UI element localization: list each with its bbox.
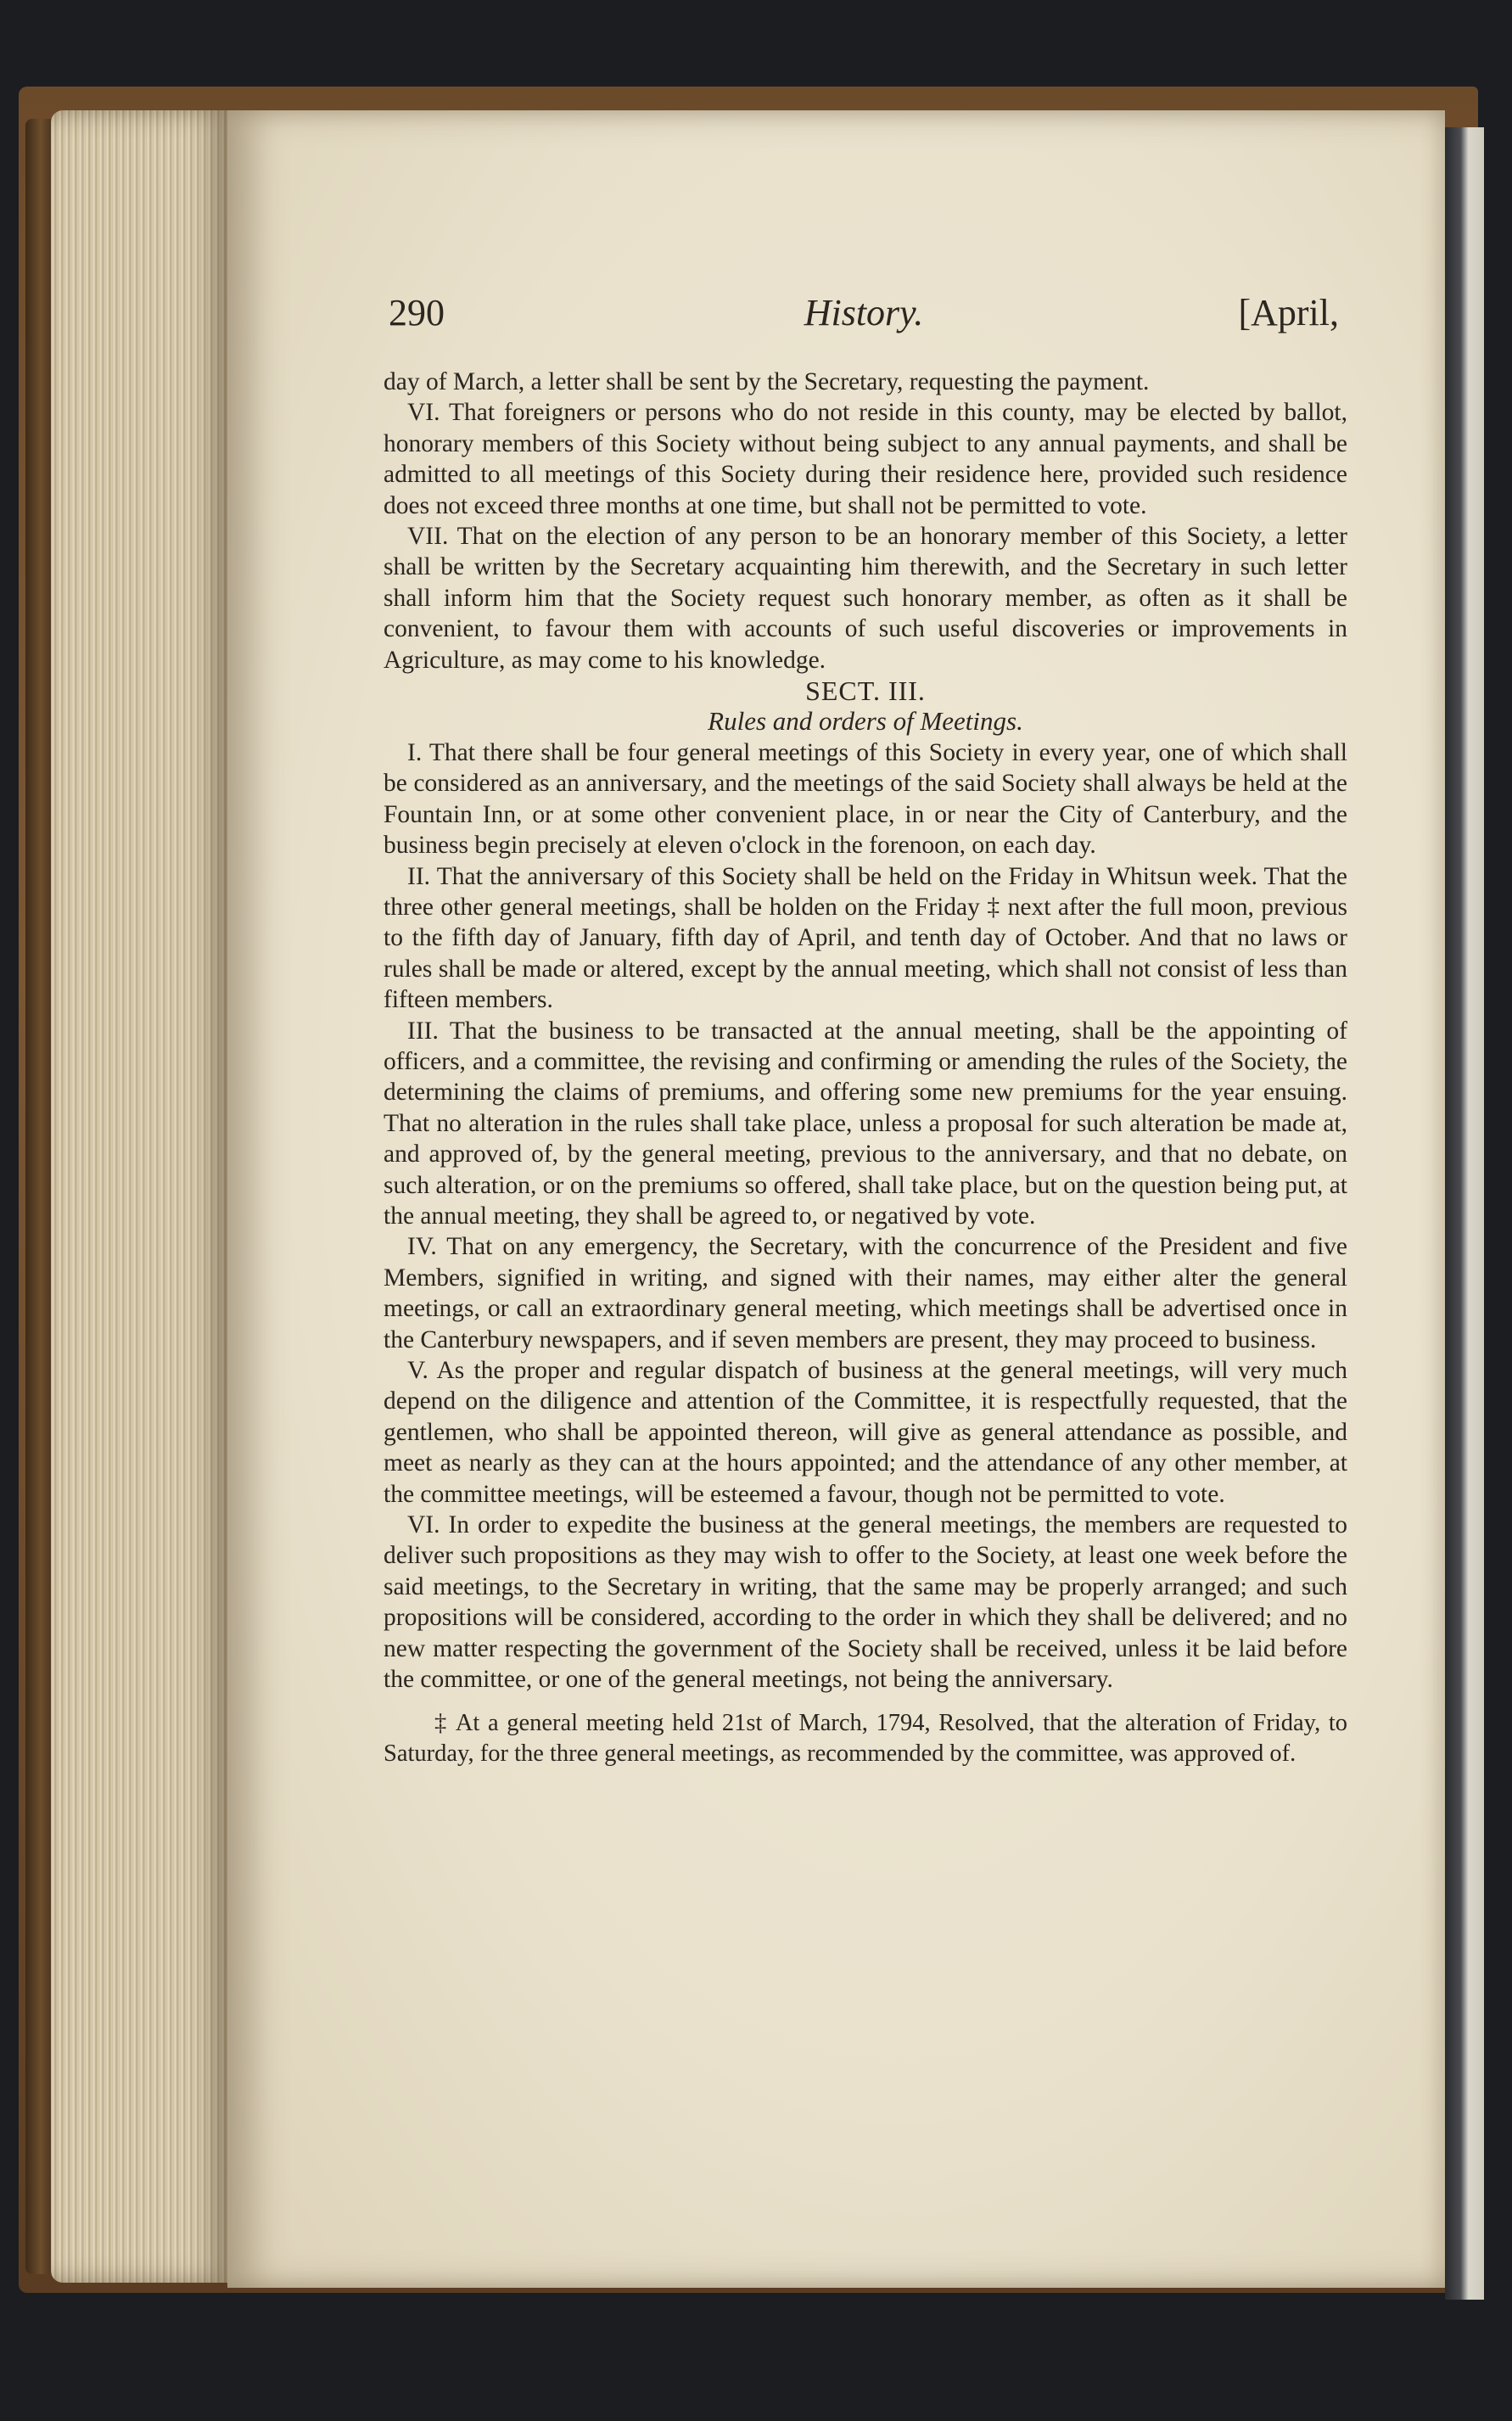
paragraph-meeting-i: I. That there shall be four general meetings of this Society in every year, one of which shall be considered as an anniversary, and the meetings of the said Society shall always be held at the Fountain Inn, or at some other convenient place, in or near the City of Canterbury, and the business begin precisely at eleven o'clock in the forenoon, on each day. <box>384 738 1347 860</box>
paragraph-meeting-ii: II. That the anniversary of this Society shall be held on the Friday in Whitsun week. That the three other general meetings, shall be holden on the Friday ‡ next after the full moon, previous to the fifth day of January, fifth day of April, and tenth day of October. And that no laws or rules shall be made or altered, except by the annual meeting, which shall not consist of less than fifteen members. <box>384 862 1347 1014</box>
running-head <box>389 291 1339 342</box>
footnote: ‡ At a general meeting held 21st of March, 1794, Resolved, that the alteration of Friday, to Saturday, for the three general meetings, as recommended by the committee, was approved of. <box>384 1710 1347 1768</box>
paragraph-continuation: day of March, a letter shall be sent by the Secretary, requesting the payment. <box>384 368 1150 395</box>
paragraph-meeting-v: V. As the proper and regular dispatch of business at the general meetings, will very much depend on the diligence and attention of the Committee, it is respectfully requested, that the gentlemen, who shall be appointed thereon, will give as general attendance as possible, and meet as nearly as they can at the hours appointed; and the attendance of any other member, at the committee meetings, will be esteemed a favour, though not be permitted to vote. <box>384 1357 1347 1508</box>
paragraph-meeting-iii: III. That the business to be transacted at the annual meeting, shall be the appointing of officers, and a committee, the revising and confirming or amending the rules of the Society, the determining the claims of premiums, and offering some new premiums for the year ensuing. That no alteration in the rules shall take place, unless a proposal for such alteration be made at, and approved of, by the general meeting, previous to the anniversary, and that no debate, on such alteration, or on the premiums so offered, shall take place, but on the question being put, at the annual meeting, they shall be agreed to, or negatived by vote. <box>384 1017 1347 1230</box>
paragraph-meeting-vi: VI. In order to expedite the business at the general meetings, the members are requested to deliver such propositions as they may wish to offer to the Society, at least one week before the said meetings, to the Secretary in writing, that the same may be properly arranged; and such propositions will be considered, according to the order in which they shall be delivered; and no new matter respecting the government of the Society shall be received, unless it be laid before the committee, or one of the general meetings, not being the anniversary. <box>384 1511 1347 1694</box>
paragraph-meeting-iv: IV. That on any emergency, the Secretary, with the concurrence of the President and five Members, signified in writing, and signed with their names, may either alter the general meetings, or call an extraordinary general meeting, which meetings shall be advertised once in the Canterbury newspapers, and if seven members are present, they may proceed to business. <box>384 1233 1347 1353</box>
page-edges <box>51 110 229 2283</box>
running-month: [April, <box>1238 292 1339 333</box>
page-number: 290 <box>389 292 445 333</box>
section-heading: SECT. III. <box>805 675 926 707</box>
body-text <box>384 367 1347 1769</box>
section-subheading: Rules and orders of Meetings. <box>708 706 1023 737</box>
facing-page-edge <box>1445 127 1484 2300</box>
paragraph-rule-vii-election: VII. That on the election of any person to be an honorary member of this Society, a letter shall be written by the Secretary acquainting him therewith, and the Secretary in such letter shall inform him that the Society request such honorary member, as often as it shall be convenient, to favour them with accounts of such useful discoveries or improvements in Agriculture, as may come to his knowledge. <box>384 523 1347 674</box>
paragraph-rule-vi-honorary: VI. That foreigners or persons who do not reside in this county, may be elected by ballot, honorary members of this Society without being subject to any annual payments, and shall be admitted to all meetings of this Society during their residence here, provided such residence does not exceed three months at one time, but shall not be permitted to vote. <box>384 399 1347 519</box>
running-title: History. <box>804 292 924 333</box>
